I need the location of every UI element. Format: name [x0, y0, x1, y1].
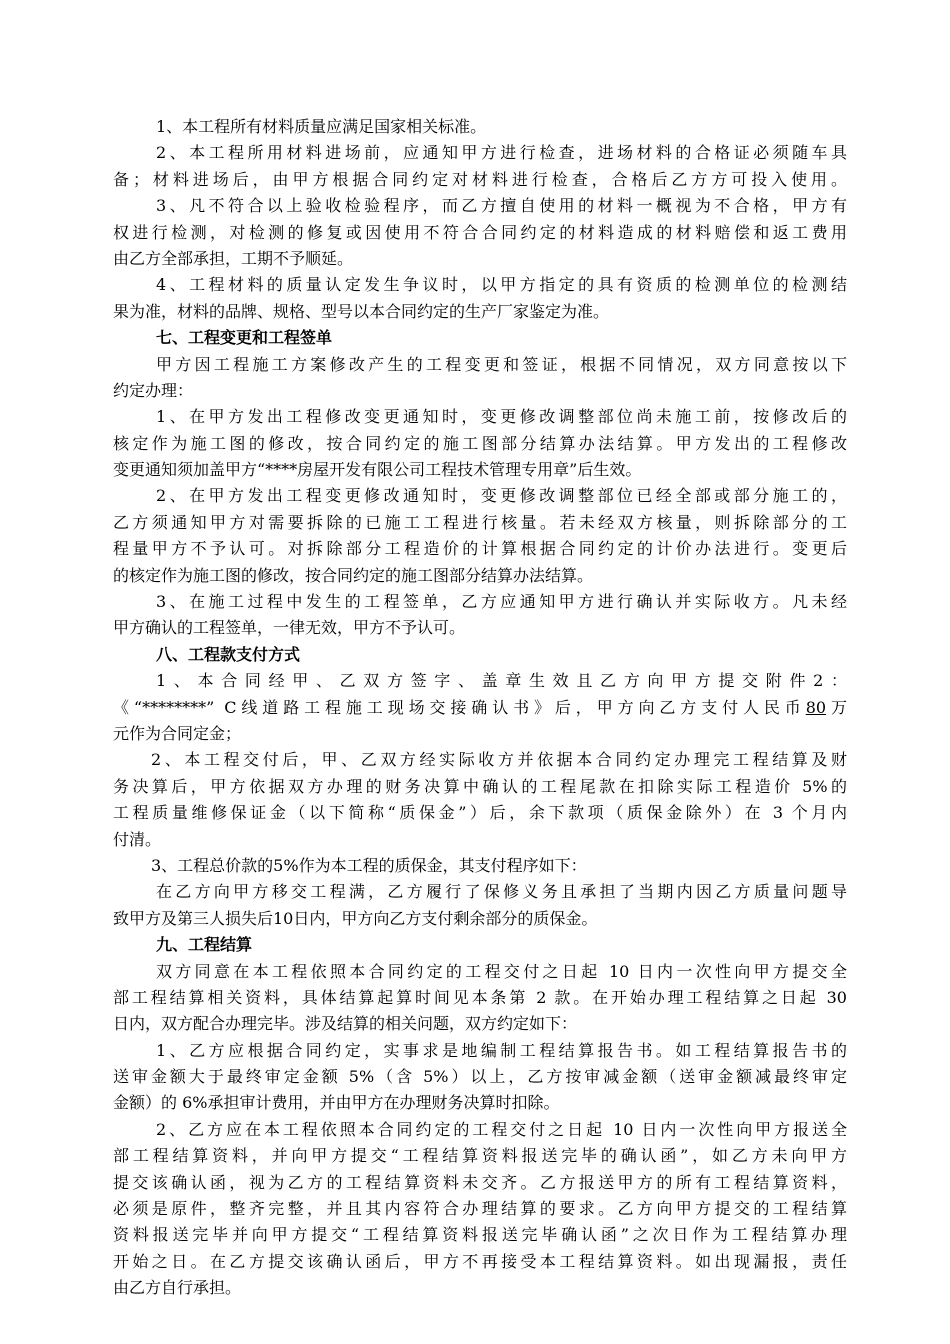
paragraph-line: 资料报送完毕并向甲方提交“工程结算资料报送完毕确认函”之次日作为工程结算办理 — [113, 1225, 847, 1245]
paragraph-line: 2、本工程交付后，甲、乙双方经实际收方并依据本合同约定办理完工程结算及财 — [151, 750, 847, 770]
paragraph-line: 核定作为施工图的修改，按合同约定的施工图部分结算办法结算。甲方发出的工程修改 — [113, 433, 847, 453]
paragraph-line: 元作为合同定金； — [113, 723, 242, 743]
deposit-amount: 80 — [805, 697, 827, 717]
contract-page — [113, 114, 847, 1302]
paragraph-line: 日内，双方配合办理完毕。涉及结算的相关问题，双方约定如下： — [113, 1014, 578, 1034]
paragraph-line — [113, 695, 847, 721]
paragraph-line: 必须是原件，整齐完整，并且其内容符合办理结算的要求。乙方向甲方提交的工程结算 — [113, 1199, 847, 1219]
paragraph-line: 致甲方及第三人损失后10日内，甲方向乙方支付剩余部分的质保金。 — [113, 908, 598, 928]
paragraph-line: 乙方须通知甲方对需要拆除的已施工工程进行核量。若未经双方核量，则拆除部分的工 — [113, 512, 847, 532]
paragraph-line: 送审金额大于最终审定金额 5%（含 5%）以上，乙方按审减金额（送审金额减最终审定 — [113, 1067, 847, 1087]
section-heading: 八、工程款支付方式 — [156, 644, 301, 664]
paragraph-line: 甲方确认的工程签单，一律无效，甲方不予认可。 — [113, 618, 466, 638]
paragraph-line: 付清。 — [113, 829, 162, 849]
paragraph-line: 开始之日。在乙方提交该确认函后，甲方不再接受本工程结算资料。如出现漏报，责任 — [113, 1251, 847, 1271]
paragraph-line: 由乙方自行承担。 — [113, 1278, 242, 1298]
paragraph-line: 双方同意在本工程依照本合同约定的工程交付之日起 10 日内一次性向甲方提交全 — [156, 961, 847, 981]
paragraph-line: 权进行检测，对检测的修复或因使用不符合合同约定的材料造成的材料赔偿和返工费用 — [113, 222, 847, 242]
paragraph-line: 备；材料进场后，由甲方根据合同约定对材料进行检查，合格后乙方方可投入使用。 — [113, 169, 847, 189]
section-heading: 九、工程结算 — [156, 935, 253, 955]
paragraph-line: 3、凡不符合以上验收检验程序，而乙方擅自使用的材料一概视为不合格，甲方有 — [156, 196, 847, 216]
paragraph-line: 的核定作为施工图的修改，按合同约定的施工图部分结算办法结算。 — [113, 565, 594, 585]
paragraph-line: 3、工程总价款的5%作为本工程的质保金，其支付程序如下： — [151, 855, 587, 875]
paragraph-line: 甲方因工程施工方案修改产生的工程变更和签证，根据不同情况，双方同意按以下 — [156, 354, 847, 374]
section-heading: 七、工程变更和工程签单 — [156, 328, 333, 348]
paragraph-line: 2、乙方应在本工程依照本合同约定的工程交付之日起 10 日内一次性向甲方报送全 — [156, 1119, 847, 1139]
paragraph-line: 1、本工程所有材料质量应满足国家相关标准。 — [156, 117, 487, 136]
paragraph-line: 2、本工程所用材料进场前，应通知甲方进行检查，进场材料的合格证必须随车具 — [156, 143, 847, 163]
paragraph-line: 提交该确认函，视为乙方的工程结算资料未交齐。乙方报送甲方的所有工程结算资料， — [113, 1172, 847, 1192]
paragraph-line: 程量甲方不予认可。对拆除部分工程造价的计算根据合同约定的计价办法进行。变更后 — [113, 539, 847, 559]
line-text: 《“********” C线道路工程施工现场交接确认书》后，甲方向乙方支付人民币 — [113, 697, 806, 717]
paragraph-line: 1、本合同经甲、乙双方签字、盖章生效且乙方向甲方提交附件2： — [156, 671, 847, 691]
paragraph-line: 在乙方向甲方移交工程满，乙方履行了保修义务且承担了当期内因乙方质量问题导 — [156, 882, 847, 902]
paragraph-line: 部工程结算相关资料，具体结算起算时间见本条第 2 款。在开始办理工程结算之日起 30 — [113, 987, 847, 1007]
paragraph-line: 工程质量维修保证金（以下简称“质保金”）后，余下款项（质保金除外）在 3 个月内 — [113, 803, 847, 823]
paragraph-line: 4、工程材料的质量认定发生争议时，以甲方指定的具有资质的检测单位的检测结 — [156, 275, 847, 295]
paragraph-line: 变更通知须加盖甲方“****房屋开发有限公司工程技术管理专用章”后生效。 — [113, 460, 642, 480]
paragraph-line: 部工程结算资料，并向甲方提交“工程结算资料报送完毕的确认函”，如乙方未向甲方 — [113, 1146, 847, 1166]
paragraph-line: 务决算后，甲方依据双方办理的财务决算中确认的工程尾款在扣除实际工程造价 5%的 — [113, 776, 847, 796]
paragraph-line: 1、乙方应根据合同约定，实事求是地编制工程结算报告书。如工程结算报告书的 — [156, 1040, 847, 1060]
paragraph-line: 3、在施工过程中发生的工程签单，乙方应通知甲方进行确认并实际收方。凡未经 — [156, 592, 847, 612]
unit-text: 万 — [826, 697, 847, 717]
paragraph-line: 约定办理： — [113, 380, 194, 400]
paragraph-line: 金额）的 6%承担审计费用，并由甲方在办理财务决算时扣除。 — [113, 1093, 560, 1113]
paragraph-line: 2、在甲方发出工程变更修改通知时，变更修改调整部位已经全部或部分施工的， — [156, 486, 847, 506]
paragraph-line: 由乙方全部承担，工期不予顺延。 — [113, 248, 354, 268]
paragraph-line: 1、在甲方发出工程修改变更通知时，变更修改调整部位尚未施工前，按修改后的 — [156, 407, 847, 427]
paragraph-line: 果为准，材料的品牌、规格、型号以本合同约定的生产厂家鉴定为准。 — [113, 301, 610, 321]
